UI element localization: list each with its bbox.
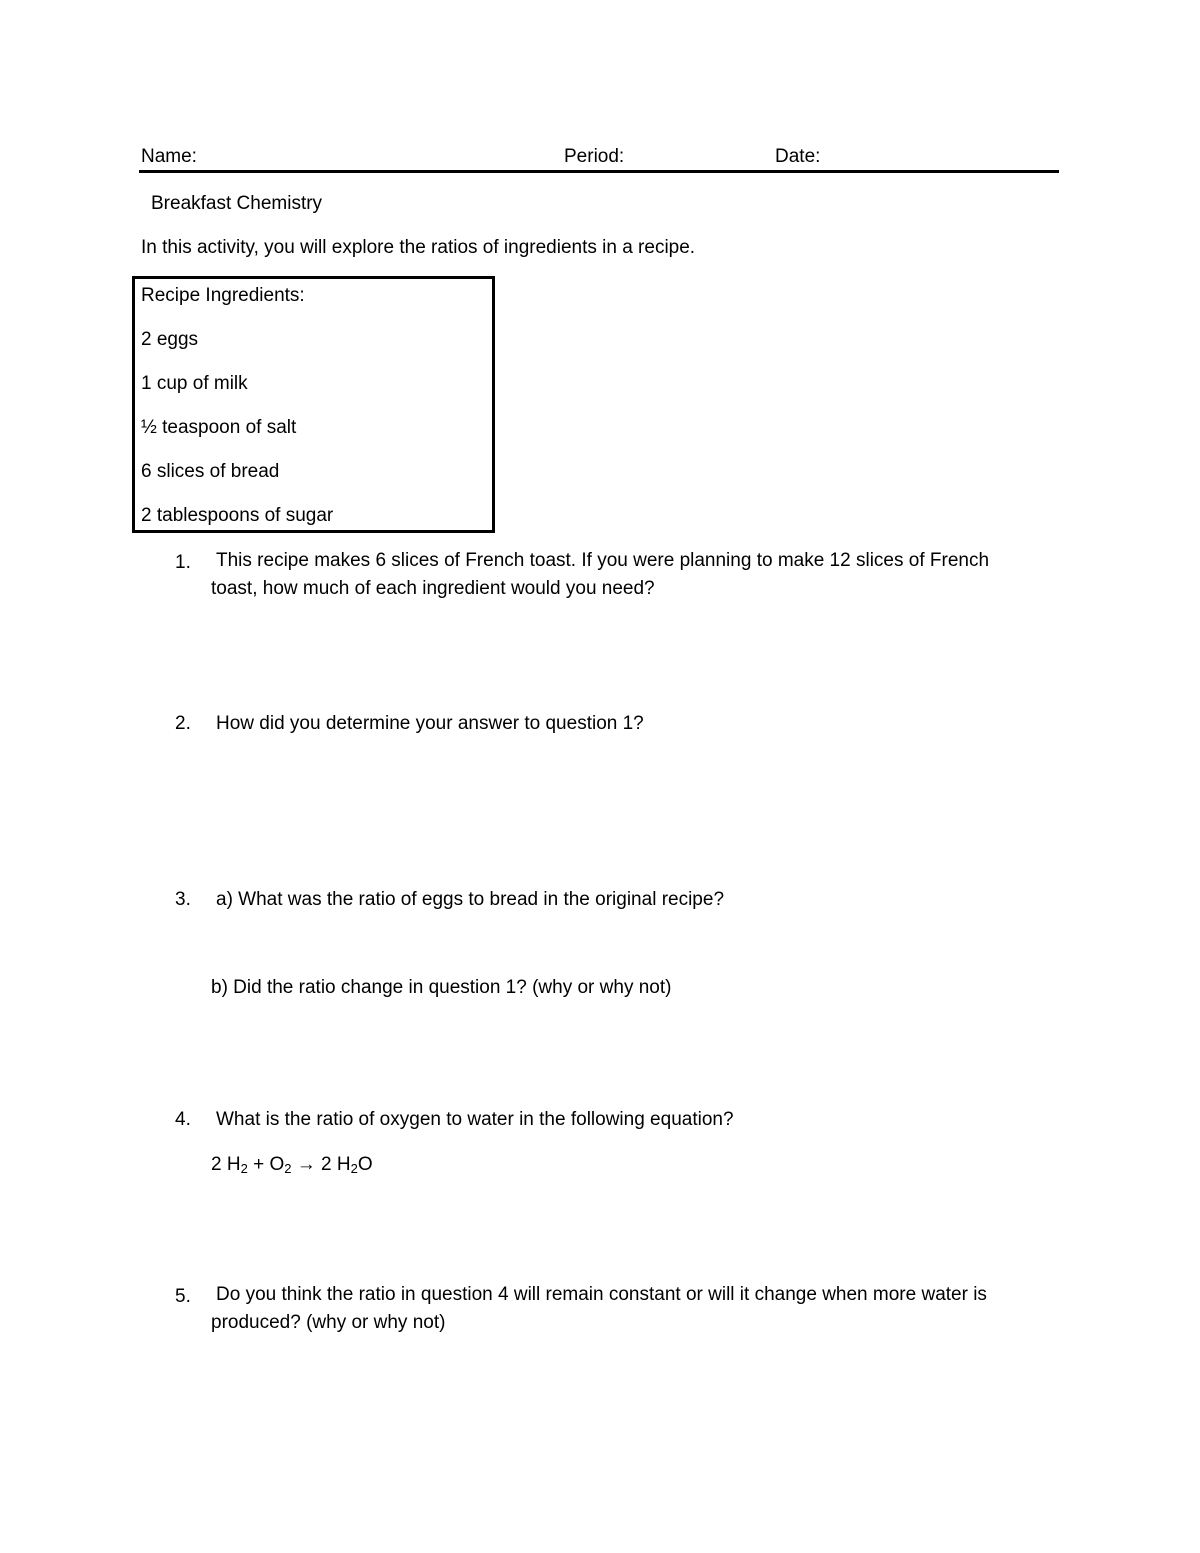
name-label: Name:: [141, 146, 197, 167]
question-number: 2.: [175, 713, 191, 734]
recipe-item: ½ teaspoon of salt: [141, 417, 297, 438]
date-label: Date:: [775, 146, 821, 167]
question-4-text: What is the ratio of oxygen to water in the following equation?: [216, 1109, 734, 1130]
question-5-text: [211, 1281, 987, 1337]
question-number: 4.: [175, 1109, 191, 1130]
recipe-item: 1 cup of milk: [141, 373, 248, 394]
equation-term: + O: [247, 1154, 285, 1175]
question-number: 5.: [175, 1286, 191, 1307]
page-title: Breakfast Chemistry: [151, 193, 323, 214]
recipe-item: 2 tablespoons of sugar: [141, 505, 334, 526]
question-5-line-1: Do you think the ratio in question 4 will remain constant or will it change when more water is: [216, 1284, 987, 1305]
chemical-equation: [211, 1155, 373, 1174]
question-number: 1.: [175, 552, 191, 573]
equation-term: 2 H: [211, 1154, 241, 1175]
question-1-line-1: This recipe makes 6 slices of French toast. If you were planning to make 12 slices of French: [216, 550, 990, 571]
question-3b-text: b) Did the ratio change in question 1? (why or why not): [211, 977, 672, 998]
recipe-box: [132, 276, 495, 533]
header-rule: [139, 170, 1059, 173]
question-5-line-2: produced? (why or why not): [211, 1312, 446, 1333]
equation-arrow: → 2 H: [291, 1154, 351, 1175]
question-number: 3.: [175, 889, 191, 910]
equation-subscript: 2: [240, 1161, 248, 1176]
intro-text: In this activity, you will explore the ratios of ingredients in a recipe.: [141, 237, 696, 258]
equation-subscript: 2: [284, 1161, 292, 1176]
question-1-text: [211, 547, 989, 603]
question-3a-text: a) What was the ratio of eggs to bread in the original recipe?: [216, 889, 725, 910]
recipe-item: 2 eggs: [141, 329, 199, 350]
equation-term: O: [357, 1154, 373, 1175]
recipe-item: 6 slices of bread: [141, 461, 280, 482]
question-2-text: How did you determine your answer to question 1?: [216, 713, 644, 734]
equation-subscript: 2: [350, 1161, 358, 1176]
question-1-line-2: toast, how much of each ingredient would you need?: [211, 578, 655, 599]
recipe-heading: Recipe Ingredients:: [141, 285, 305, 306]
period-label: Period:: [564, 146, 625, 167]
